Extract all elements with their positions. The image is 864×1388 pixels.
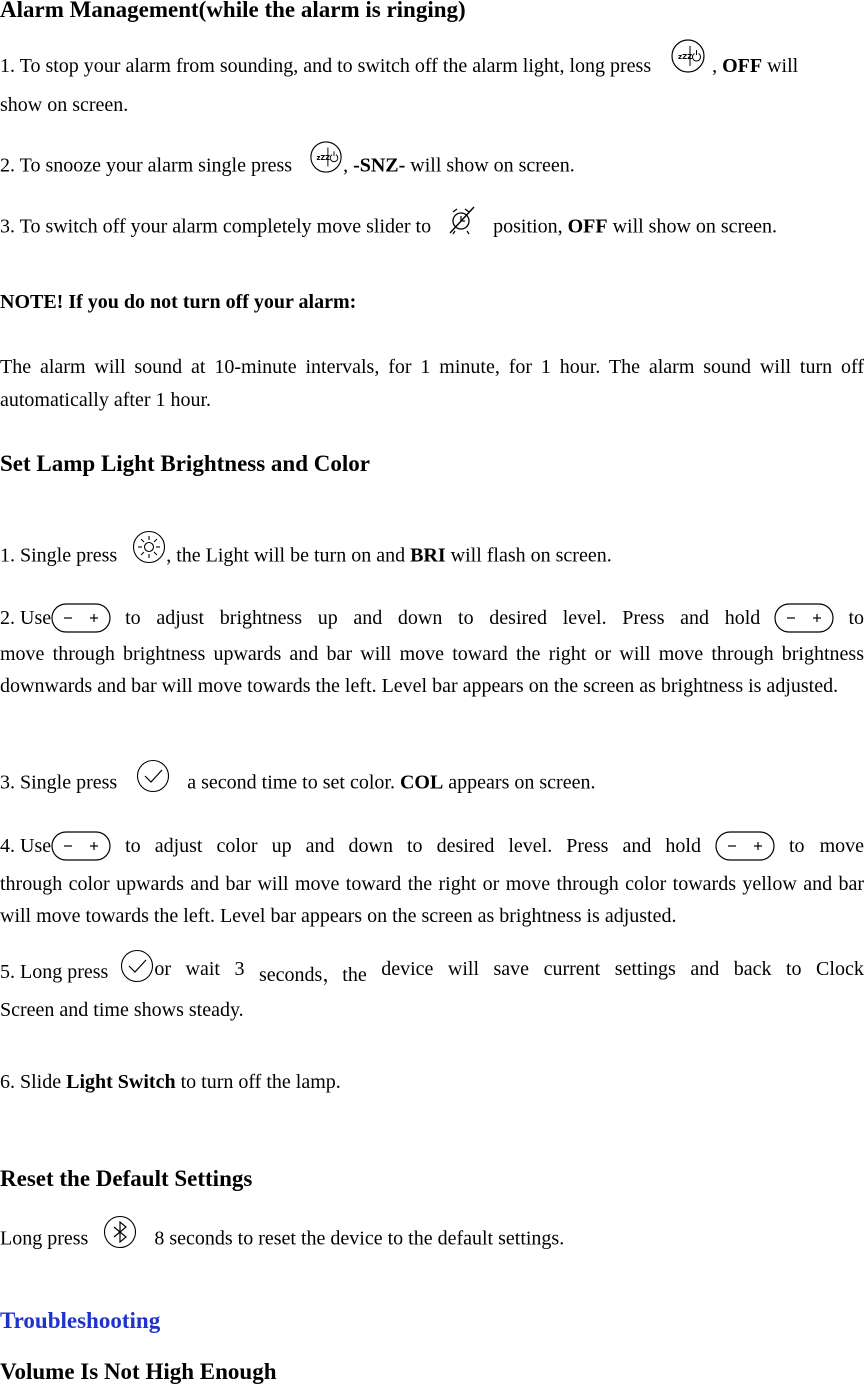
lamp-step-4-pre: 4. Use xyxy=(0,834,52,857)
lamp-step-1 xyxy=(0,540,864,574)
lamp-step-1-pre: 1. Single press xyxy=(0,544,118,567)
alarm-step-3-pre: 3. To switch off your alarm completely move slider to xyxy=(0,215,432,238)
reset-post: 8 seconds to reset the device to the default settings. xyxy=(154,1227,565,1250)
alarm-off-icon xyxy=(446,203,478,237)
lamp-step-6-bold: Light Switch xyxy=(66,1071,176,1093)
alarm-step-2-post: will show on screen. xyxy=(410,154,575,177)
check-icon xyxy=(120,949,154,983)
lamp-step-4-mid: to adjust color up and down to desired level. Press and hold xyxy=(125,834,701,857)
alarm-step-1 xyxy=(0,53,864,79)
lamp-step-1-post: will flash on screen. xyxy=(450,544,612,567)
alarm-step-2 xyxy=(0,150,864,184)
alarm-step-1-post-a: will xyxy=(767,55,799,77)
lamp-step-6-pre: 6. Slide xyxy=(0,1071,62,1093)
alarm-step-1-sep: , xyxy=(712,55,718,77)
lamp-step-2-post: move through brightness upwards and bar will move toward the right or will move through brightness downwards and bar will move towards the left. Level bar appears on the screen as brightness is adjusted. xyxy=(0,643,864,697)
snooze-power-icon xyxy=(309,140,343,174)
svg-text:zZZ: zZZ xyxy=(678,53,693,62)
troubleshooting-subheading: Volume Is Not High Enough xyxy=(0,1359,277,1384)
check-icon xyxy=(136,759,170,793)
minus-plus-icon xyxy=(51,603,111,633)
minus-plus-icon xyxy=(51,831,111,861)
lamp-step-4-post: through color upwards and bar will move toward the right or move through color towards yellow and bar will move towards the left. Level bar appears on the screen as brightness is adjusted. xyxy=(0,873,864,927)
lamp-step-5-pre: 5. Long press xyxy=(0,960,109,983)
alarm-step-1-cont: show on screen. xyxy=(0,94,129,116)
svg-text:zZZ: zZZ xyxy=(316,153,331,162)
lamp-step-3-post: appears on screen. xyxy=(448,771,596,794)
snooze-power-icon xyxy=(670,38,706,74)
lamp-step-1-mid: , the Light will be turn on and xyxy=(166,544,406,567)
alarm-step-3-mid: position, xyxy=(493,215,563,238)
troubleshooting-heading: Troubleshooting xyxy=(0,1308,161,1333)
alarm-step-1-bold: OFF xyxy=(722,55,763,77)
alarm-step-1-pre: 1. To stop your alarm from sounding, and to switch off the alarm light, long press xyxy=(0,55,652,77)
lamp-step-6 xyxy=(0,1069,864,1095)
alarm-note-text: The alarm will sound at 10-minute intervals, for 1 minute, for 1 hour. The alarm sound will turn off automatically after 1 hour. xyxy=(0,356,864,411)
alarm-step-2-bold: -SNZ- xyxy=(353,154,406,177)
lamp-step-5-cont: Screen and time shows steady. xyxy=(0,999,244,1021)
lamp-step-2-mid: to adjust brightness up and down to desired level. Press and hold xyxy=(125,607,761,629)
alarm-step-2-sep: , xyxy=(343,154,349,177)
lamp-step-1-bold: BRI xyxy=(410,544,446,567)
lamp-step-3-pre: 3. Single press xyxy=(0,771,118,794)
lamp-step-4: 4. Use to adjust color up and down to desired level. Press and hold to move through color upwards and bar will move toward the right or move through color towards yellow and bar will move towards the left. Level bar appears on the screen as brightness is adjusted. xyxy=(0,820,864,932)
alarm-note-heading: NOTE! If you do not turn off your alarm: xyxy=(0,291,357,313)
lamp-heading: Set Lamp Light Brightness and Color xyxy=(0,451,370,476)
lamp-step-3-mid: a second time to set color. xyxy=(187,771,395,794)
lamp-step-2-pre: 2. Use xyxy=(0,607,52,629)
lamp-step-2: 2. Use to adjust brightness up and down to desired level. Press and hold to move through brightness upwards and bar will move toward the right or will move through brightness downwards and bar will move towards the left. Level bar appears on the screen as brightness is adjusted. xyxy=(0,592,864,702)
alarm-step-2-pre: 2. To snooze your alarm single press xyxy=(0,154,293,177)
alarm-management-heading: Alarm Management(while the alarm is ringing) xyxy=(0,0,466,22)
minus-plus-icon xyxy=(715,831,775,861)
lamp-step-5: 5. Long press or wait 3 seconds，the device will save current settings and back to Clock Screen and time shows steady. xyxy=(0,946,864,1026)
alarm-step-3-post: will show on screen. xyxy=(612,215,777,238)
lamp-step-3-bold: COL xyxy=(399,771,444,794)
sun-icon xyxy=(132,530,166,564)
lamp-step-3 xyxy=(0,767,864,801)
alarm-step-3 xyxy=(0,211,864,245)
alarm-step-3-bold: OFF xyxy=(567,215,608,238)
reset-heading: Reset the Default Settings xyxy=(0,1166,253,1191)
minus-plus-icon xyxy=(774,603,834,633)
reset-pre: Long press xyxy=(0,1227,89,1250)
lamp-step-6-post: to turn off the lamp. xyxy=(180,1071,341,1093)
reset-text xyxy=(0,1223,864,1257)
bluetooth-icon xyxy=(103,1215,137,1249)
